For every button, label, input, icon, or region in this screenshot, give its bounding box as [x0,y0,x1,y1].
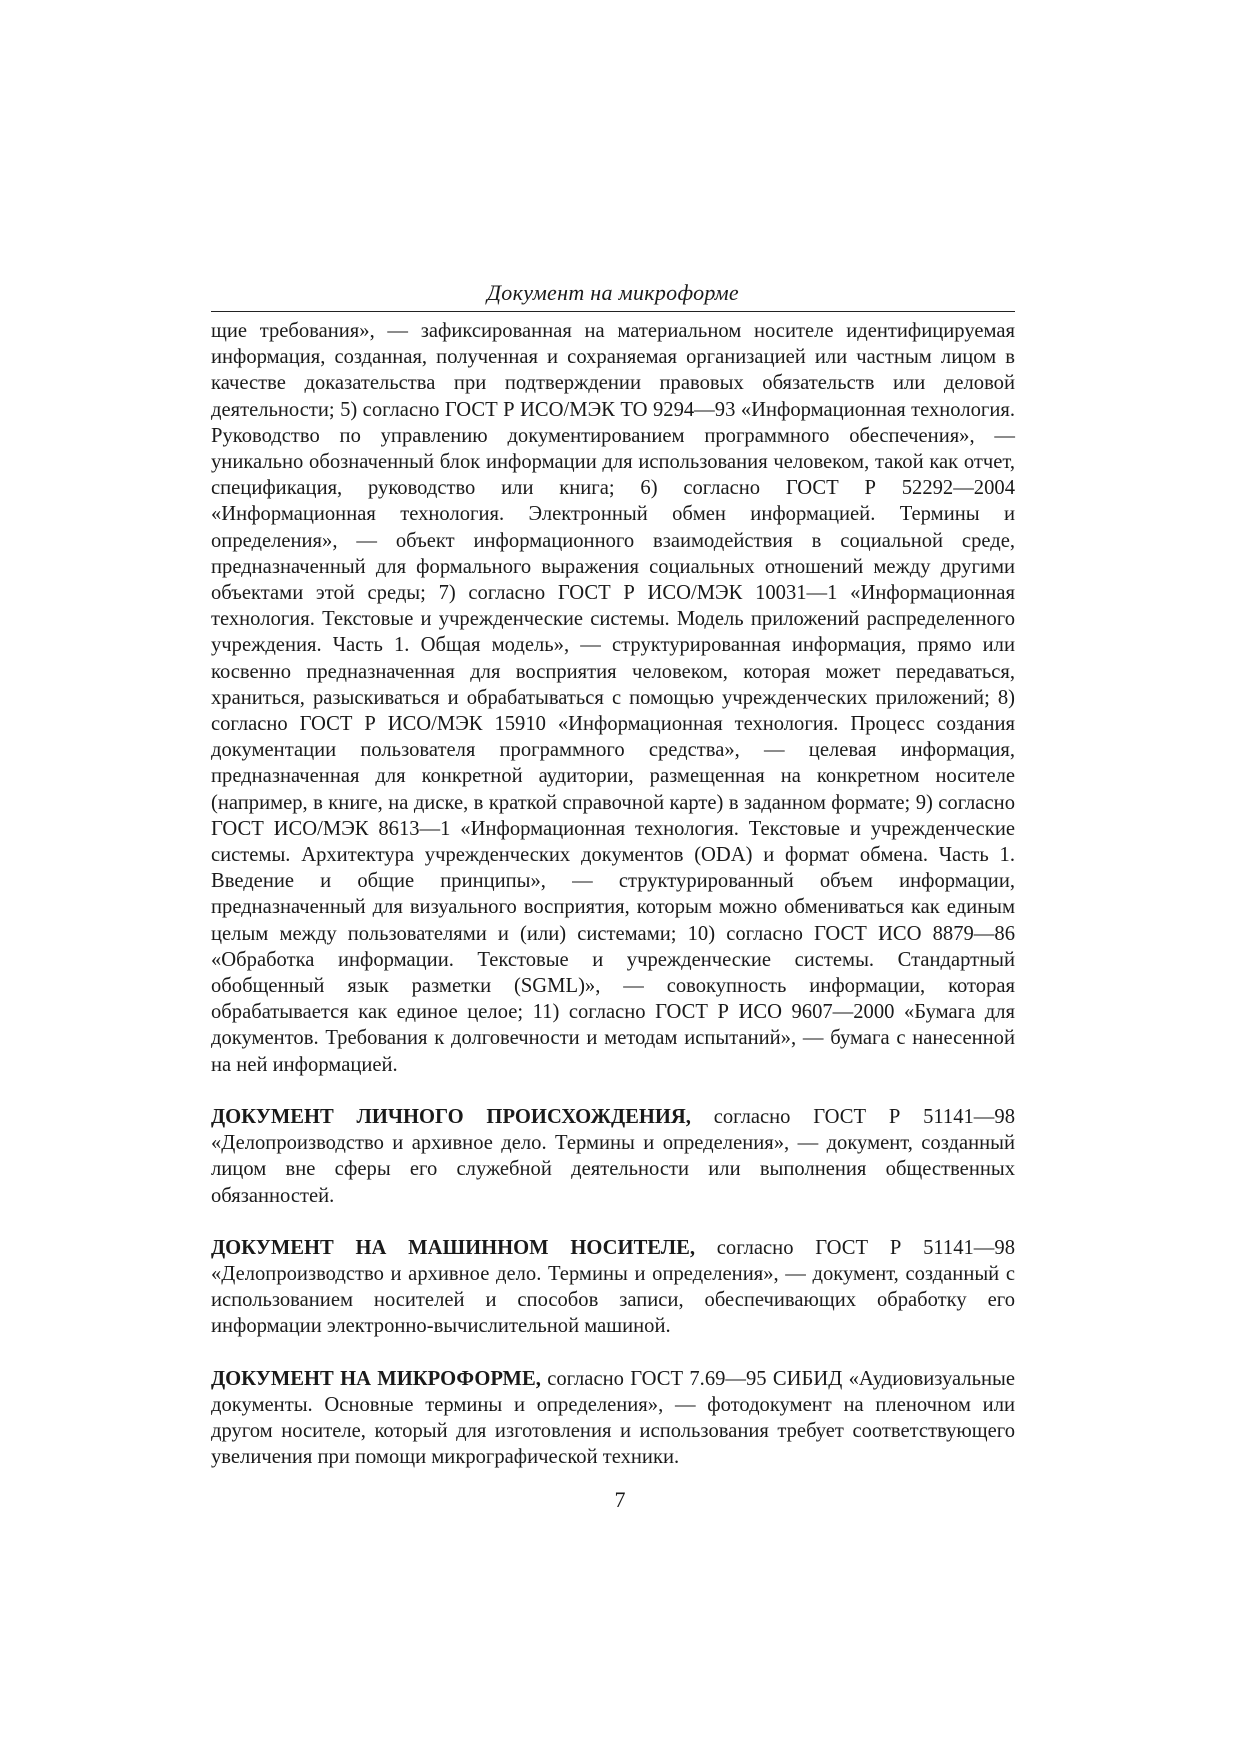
entry-definition: согласно ГОСТ Р 51141—98 «Делопроизводство и архивное дело. Термины и определения», — документ, созданный лицом вне сферы его служебной деятельности или выполнения общественных обязанностей. [211,1105,1015,1207]
page-body [211,278,1015,1470]
running-head: Документ на микроформе [211,278,1015,312]
glossary-entry-personal-origin [211,1104,1015,1209]
entry-definition: согласно ГОСТ Р 51141—98 «Делопроизводство и архивное дело. Термины и определения», — документ, созданный с использованием носителей и способов записи, обеспечивающих обработку его информации электронно-вычислительной машиной. [211,1236,1015,1338]
entry-term: ДОКУМЕНТ ЛИЧНОГО ПРОИСХОЖДЕНИЯ, [211,1105,691,1128]
glossary-entry-microform [211,1366,1015,1471]
entry-term: ДОКУМЕНТ НА МИКРОФОРМЕ, [211,1367,541,1390]
continuation-paragraph: щие требования», — зафиксированная на материальном носителе идентифицируемая информация, созданная, полученная и сохраняемая организацией или частным лицом в качестве доказательства при подтверждении правовых обязательств или деловой деятельности; 5) согласно ГОСТ Р ИСО/МЭК ТО 9294—93 «Информационная технология. Руководство по управлению документированием программного обеспечения», — уникально обозначенный блок информации для использования человеком, такой как отчет, спецификация, руководство или книга; 6) согласно ГОСТ Р 52292—2004 «Информационная технология. Электронный обмен информацией. Термины и определения», — объект информационного взаимодействия в социальной среде, предназначенный для формального выражения социальных отношений между другими объектами этой среды; 7) согласно ГОСТ Р ИСО/МЭК 10031—1 «Информационная технология. Текстовые и учрежденческие системы. Модель приложений распределенного учреждения. Часть 1. Общая модель», — структурированная информация, прямо или косвенно предназначенная для восприятия человеком, которая может передаваться, храниться, разыскиваться и обрабатываться с помощью учрежденческих приложений; 8) согласно ГОСТ Р ИСО/МЭК 15910 «Информационная технология. Процесс создания документации пользователя программного средства», — целевая информация, предназначенная для конкретной аудитории, размещенная на конкретном носителе (например, в книге, на диске, в краткой справочной карте) в заданном формате; 9) согласно ГОСТ ИСО/МЭК 8613—1 «Информационная технология. Текстовые и учрежденческие системы. Архитектура учрежденческих документов (ODA) и формат обмена. Часть 1. Введение и общие принципы», — структурированный объем информации, предназначенный для визуального восприятия, которым можно обмениваться как единым целым между пользователями и (или) системами; 10) согласно ГОСТ ИСО 8879—86 «Обработка информации. Текстовые и учрежденческие системы. Стандартный обобщенный язык разметки (SGML)», — совокупность информации, которая обрабатывается как единое целое; 11) согласно ГОСТ Р ИСО 9607—2000 «Бумага для документов. Требования к долговечности и методам испытаний», — бумага с нанесенной на ней информацией. [211,320,1015,1076]
page-number: 7 [614,1487,626,1512]
entry-term: ДОКУМЕНТ НА МАШИННОМ НОСИТЕЛЕ, [211,1236,695,1259]
entry-definition: согласно ГОСТ 7.69—95 СИБИД «Аудиовизуальные документы. Основные термины и определения», — фотодокумент на пленочном или другом носителе, который для изготовления и использования требует соответствующего увеличения при помощи микрографической техники. [211,1367,1015,1469]
glossary-entry-machine-medium [211,1235,1015,1340]
